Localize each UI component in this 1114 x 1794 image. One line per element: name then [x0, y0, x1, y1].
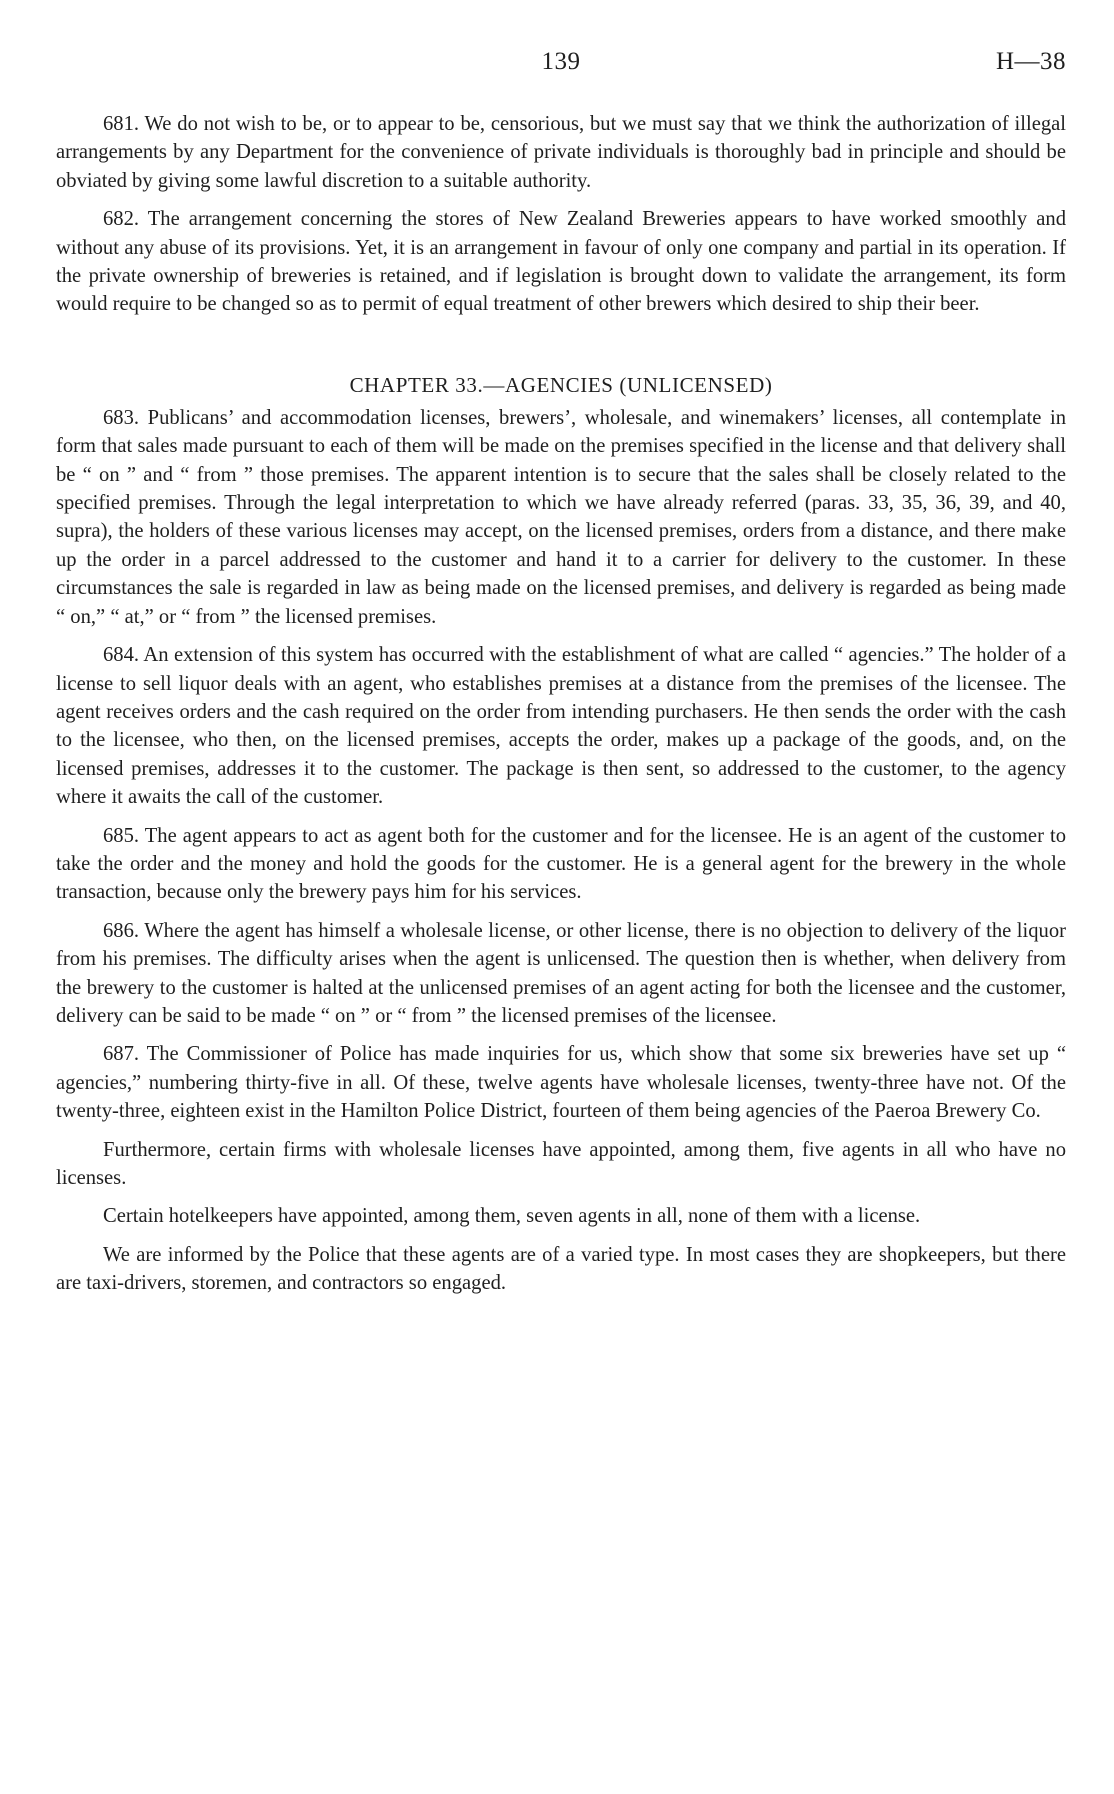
page-body — [56, 110, 1066, 1308]
paragraph-687-continued-police: We are informed by the Police that these agents are of a varied type. In most cases they are shopkeepers, but there are taxi-drivers, storemen, and contractors so engaged. — [56, 1243, 1066, 1295]
paragraph-686: 686. Where the agent has himself a wholesale license, or other license, there is no objection to delivery of the liquor from his premises. The difficulty arises when the agent is unlicensed. The question then is whether, when delivery from the brewery to the customer is halted at the unlicensed premises of an agent acting for both the licensee and the customer, delivery can be said to be made “ on ” or “ from ” the licensed premises of the licensee. — [56, 919, 1066, 1027]
paragraph-687-continued-hotelkeepers: Certain hotelkeepers have appointed, among them, seven agents in all, none of them with a license. — [103, 1205, 921, 1228]
paragraph-687: 687. The Commissioner of Police has made inquiries for us, which show that some six breweries have set up “ agencies,” numbering thirty-five in all. Of these, twelve agents have wholesale licenses, twenty-three have not. Of the twenty-three, eighteen exist in the Hamilton Police District, fourteen of them being agencies of the Paeroa Brewery Co. — [56, 1043, 1066, 1123]
paragraph-682: 682. The arrangement concerning the stores of New Zealand Breweries appears to have worked smoothly and without any abuse of its provisions. Yet, it is an arrangement in favour of only one company and partial in its operation. If the private ownership of breweries is retained, and if legislation is brought down to validate the arrangement, its form would require to be changed so as to permit of equal treatment of other brewers which desired to ship their beer. — [56, 208, 1066, 316]
paragraph-684: 684. An extension of this system has occurred with the establishment of what are called “ agencies.” The holder of a license to sell liquor deals with an agent, who establishes premises at a distance from the premises of the licensee. The agent receives orders and the cash required on the order from intending purchasers. He then sends the order with the cash to the licensee, who then, on the licensed premises, accepts the order, makes up a package of the goods, and, on the licensed premises, addresses it to the customer. The package is then sent, so addressed to the customer, to the agency where it awaits the call of the customer. — [56, 644, 1066, 809]
document-reference: H—38 — [995, 48, 1066, 75]
page-header — [56, 48, 1066, 88]
paragraph-685: 685. The agent appears to act as agent both for the customer and for the licensee. He is an agent of the customer to take the order and the money and hold the goods for the customer. He is a general agent for the brewery in the whole transaction, because only the brewery pays him for his services. — [56, 824, 1066, 904]
paragraph-681: 681. We do not wish to be, or to appear to be, censorious, but we must say that we think the authorization of illegal arrangements by any Department for the convenience of private individuals is thoroughly bad in principle and should be obviated by giving some lawful discretion to a suitable authority. — [56, 113, 1066, 192]
paragraph-687-continued-firms: Furthermore, certain firms with wholesale licenses have appointed, among them, five agents in all who have no licenses. — [56, 1138, 1066, 1189]
page-number: 139 — [541, 48, 581, 75]
paragraph-683: 683. Publicans’ and accommodation licenses, brewers’, wholesale, and winemakers’ licenses, all contemplate in form that sales made pursuant to each of them will be made on the premises specified in the license and that delivery shall be “ on ” and “ from ” those premises. The apparent intention is to secure that the sales shall be closely related to the specified premises. Through the legal interpretation to which we have already referred (paras. 33, 35, 36, 39, and 40, supra), the holders of these various licenses may accept, on the licensed premises, orders from a distance, and there make up the order in a parcel addressed to the customer and hand it to a carrier for delivery to the customer. In these circumstances the sale is regarded in law as being made on the licensed premises, and delivery is regarded as being made “ on,” “ at,” or “ from ” the licensed premises. — [56, 406, 1066, 628]
chapter-heading: CHAPTER 33.—AGENCIES (UNLICENSED) — [349, 372, 773, 397]
